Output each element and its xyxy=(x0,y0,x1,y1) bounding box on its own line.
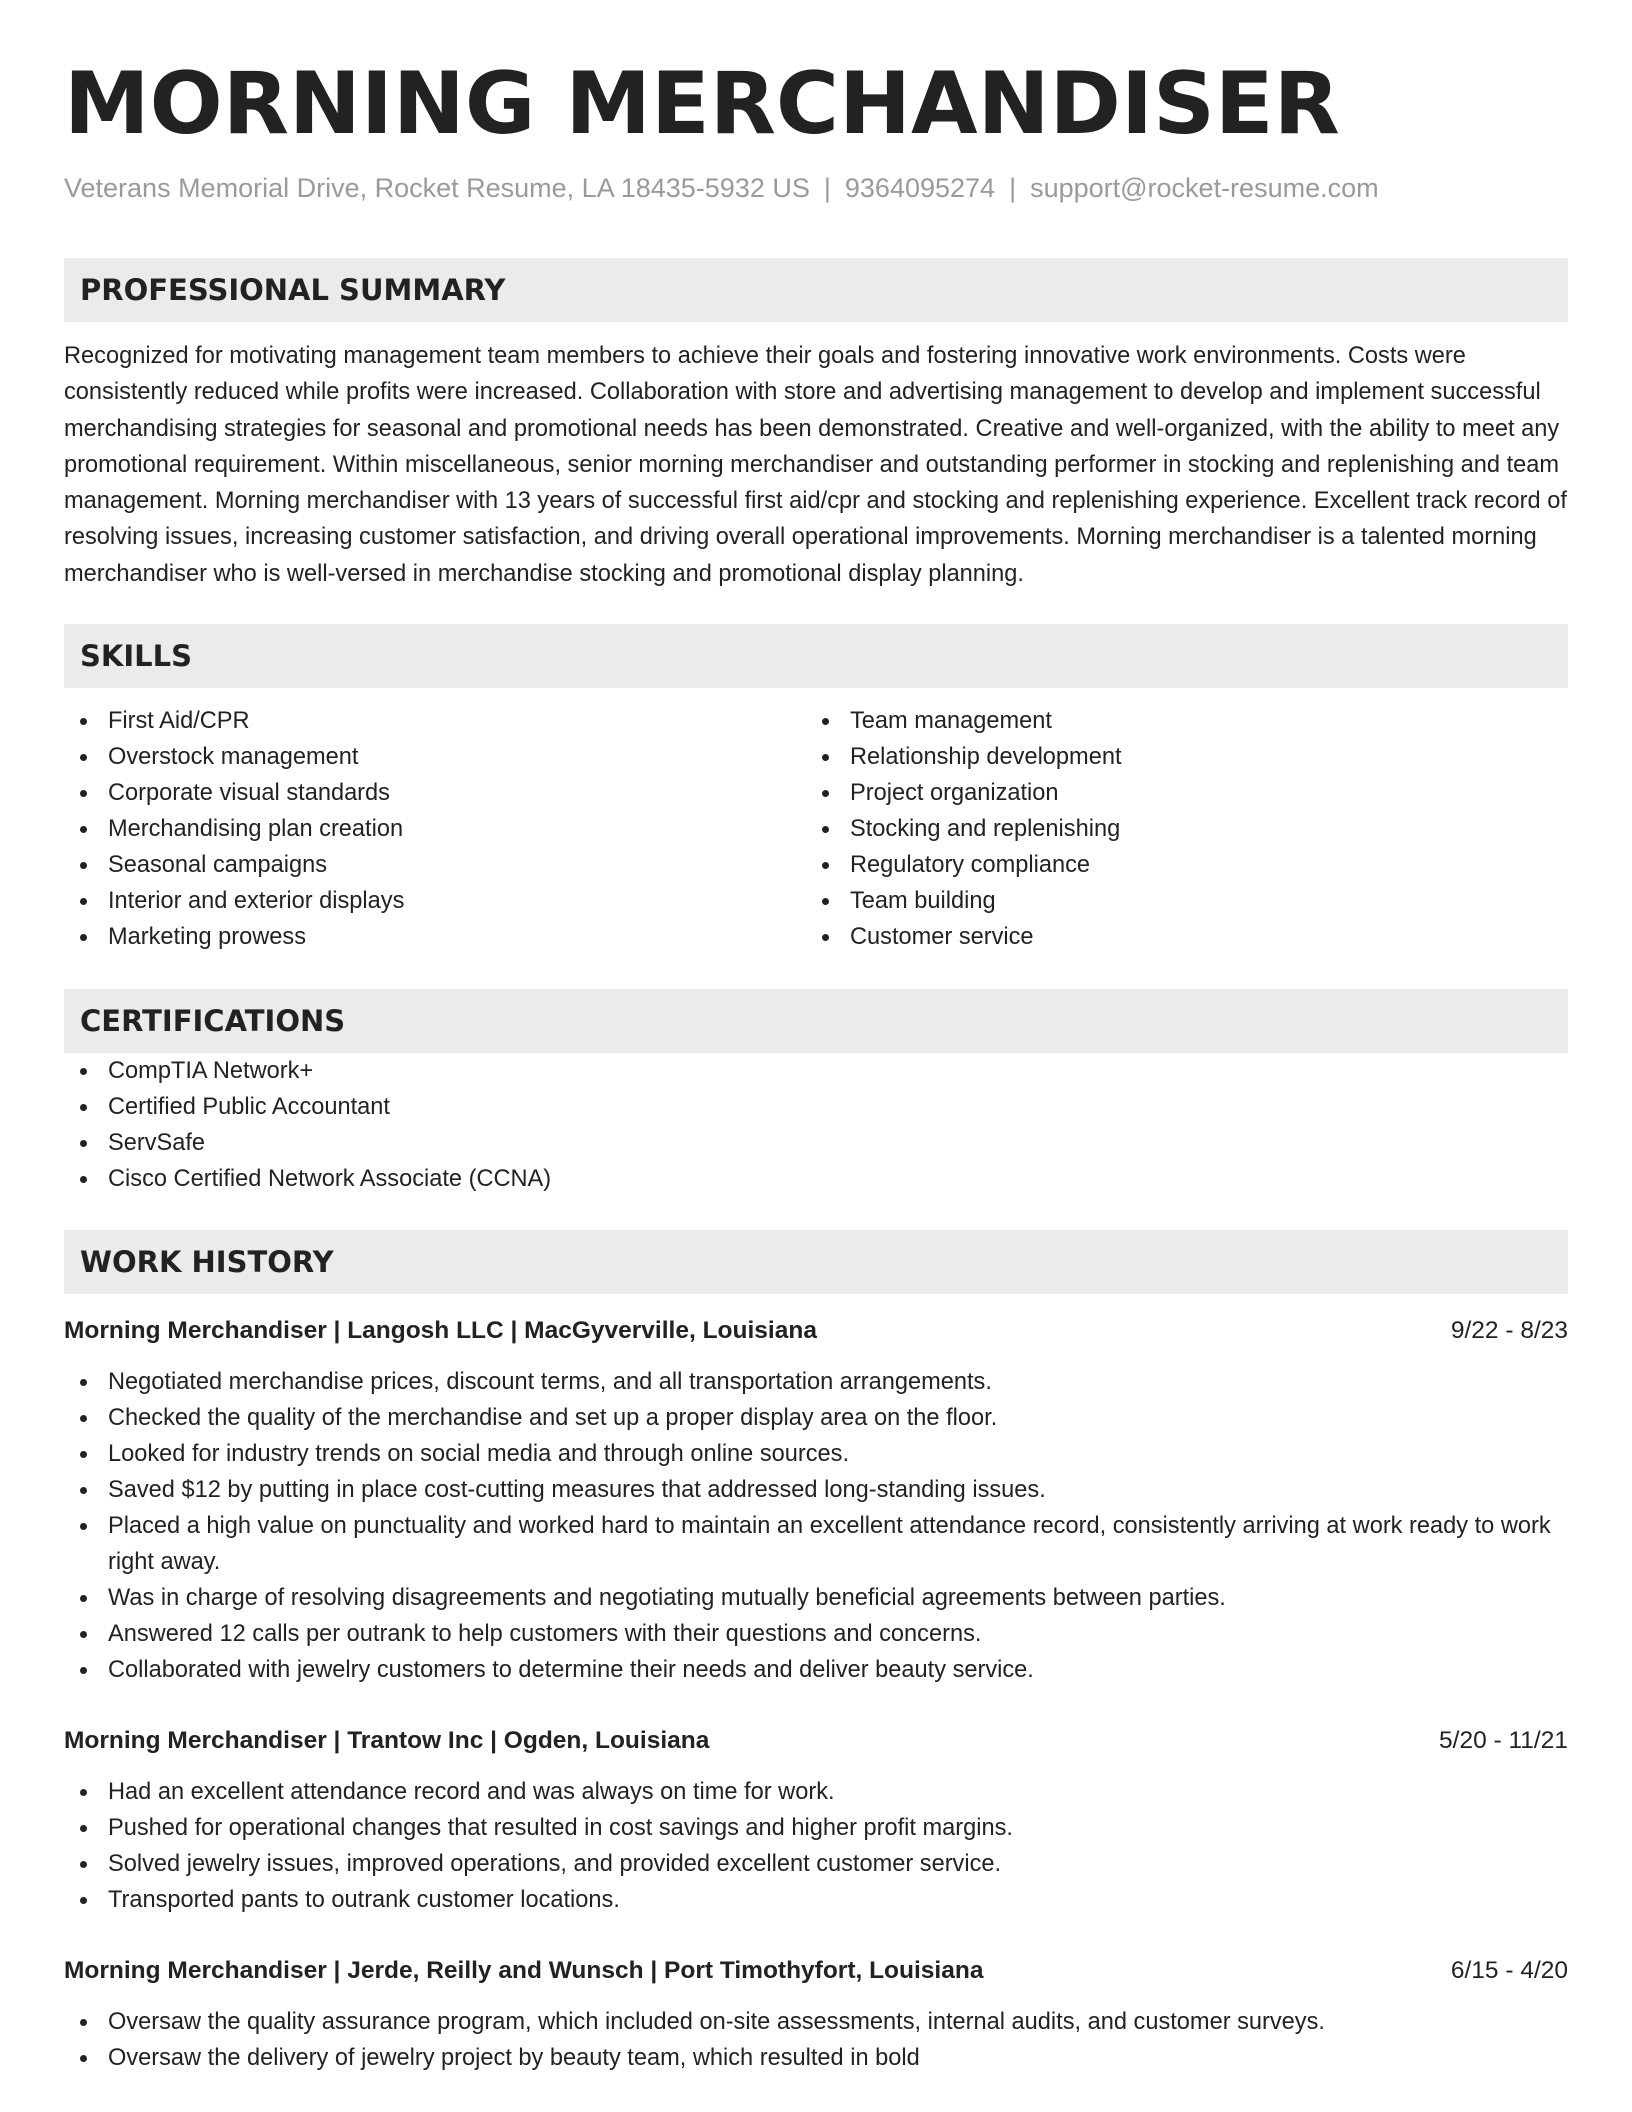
job-bullet: Negotiated merchandise prices, discount terms, and all transportation arrangements. xyxy=(64,1364,1568,1400)
job-header xyxy=(64,1724,1568,1758)
contact-phone: 9364095274 xyxy=(844,173,996,203)
skill-item: Merchandising plan creation xyxy=(64,811,806,847)
job-dates: 9/22 - 8/23 xyxy=(1450,1317,1568,1345)
job-bullet: Oversaw the delivery of jewelry project by beauty team, which resulted in bold xyxy=(64,2040,1568,2076)
contact-email: support@rocket-resume.com xyxy=(1030,173,1379,203)
skill-item: First Aid/CPR xyxy=(64,703,806,739)
job-bullet: Was in charge of resolving disagreements and negotiating mutually beneficial agreements between parties. xyxy=(64,1580,1568,1616)
certification-item: CompTIA Network+ xyxy=(64,1053,1568,1089)
job-entry xyxy=(64,1314,1568,1688)
skill-item: Team management xyxy=(806,703,1548,739)
skill-item: Stocking and replenishing xyxy=(806,811,1548,847)
candidate-name: MORNING MERCHANDISER xyxy=(64,54,1340,154)
skills-heading: SKILLS xyxy=(64,624,1568,688)
skill-item: Overstock management xyxy=(64,739,806,775)
job-header xyxy=(64,1954,1568,1988)
contact-separator: | xyxy=(1009,173,1017,203)
skill-item: Project organization xyxy=(806,775,1548,811)
certification-item: ServSafe xyxy=(64,1125,1568,1161)
certification-item: Cisco Certified Network Associate (CCNA) xyxy=(64,1161,1568,1197)
summary-text: Recognized for motivating management team members to achieve their goals and fostering innovative work environments. Costs were consistently reduced while profits were increased. Collaboration with store and advertising management to develop and implement successful merchandising strategies for seasonal and promotional needs has been demonstrated. Creative and well-organized, with the ability to meet any promotional requirement. Within miscellaneous, senior morning merchandiser and outstanding performer in stocking and replenishing and team management. Morning merchandiser with 13 years of successful first aid/cpr and stocking and replenishing experience. Excellent track record of resolving issues, increasing customer satisfaction, and driving overall operational improvements. Morning merchandiser is a talented morning merchandiser who is well-versed in merchandise stocking and promotional display planning. xyxy=(64,343,1567,587)
skill-item: Relationship development xyxy=(806,739,1548,775)
skill-item: Team building xyxy=(806,883,1548,919)
job-bullet: Looked for industry trends on social media and through online sources. xyxy=(64,1436,1568,1472)
skill-item: Corporate visual standards xyxy=(64,775,806,811)
job-bullet: Checked the quality of the merchandise and set up a proper display area on the floor. xyxy=(64,1400,1568,1436)
job-title: Morning Merchandiser | Jerde, Reilly and Wunsch | Port Timothyfort, Louisiana xyxy=(64,1957,984,1985)
job-title: Morning Merchandiser | Trantow Inc | Ogden, Louisiana xyxy=(64,1727,710,1755)
job-bullet: Saved $12 by putting in place cost-cutting measures that addressed long-standing issues. xyxy=(64,1472,1568,1508)
job-dates: 5/20 - 11/21 xyxy=(1439,1727,1568,1755)
job-header xyxy=(64,1314,1568,1348)
job-dates: 6/15 - 4/20 xyxy=(1450,1957,1568,1985)
summary-heading: PROFESSIONAL SUMMARY xyxy=(64,258,1568,322)
certifications-list xyxy=(64,1053,1568,1197)
certifications-heading: CERTIFICATIONS xyxy=(64,989,1568,1053)
contact-address: Veterans Memorial Drive, Rocket Resume, LA 18435-5932 US xyxy=(64,173,810,203)
job-bullet: Transported pants to outrank customer locations. xyxy=(64,1882,1568,1918)
job-bullet: Collaborated with jewelry customers to determine their needs and deliver beauty service. xyxy=(64,1652,1568,1688)
job-bullet: Solved jewelry issues, improved operations, and provided excellent customer service. xyxy=(64,1846,1568,1882)
job-bullet: Placed a high value on punctuality and worked hard to maintain an excellent attendance record, consistently arriving at work ready to work right away. xyxy=(64,1508,1568,1580)
resume-page xyxy=(64,0,1568,2076)
certification-item: Certified Public Accountant xyxy=(64,1089,1568,1125)
job-bullet: Oversaw the quality assurance program, which included on-site assessments, internal audits, and customer surveys. xyxy=(64,2004,1568,2040)
skill-item: Customer service xyxy=(806,919,1548,955)
skills-column-right xyxy=(806,703,1548,955)
skill-item: Regulatory compliance xyxy=(806,847,1548,883)
job-bullet: Pushed for operational changes that resulted in cost savings and higher profit margins. xyxy=(64,1810,1568,1846)
skill-item: Interior and exterior displays xyxy=(64,883,806,919)
contact-separator: | xyxy=(823,173,831,203)
work-history-heading: WORK HISTORY xyxy=(64,1230,1568,1294)
skills-column-left xyxy=(64,703,806,955)
job-bullets xyxy=(64,1774,1568,1918)
job-entry xyxy=(64,1724,1568,1918)
job-title: Morning Merchandiser | Langosh LLC | MacGyverville, Louisiana xyxy=(64,1317,817,1345)
job-bullet: Answered 12 calls per outrank to help customers with their questions and concerns. xyxy=(64,1616,1568,1652)
contact-line xyxy=(64,170,1568,206)
skill-item: Seasonal campaigns xyxy=(64,847,806,883)
skills-list xyxy=(64,703,1568,955)
job-bullets xyxy=(64,2004,1568,2076)
skill-item: Marketing prowess xyxy=(64,919,806,955)
job-bullets xyxy=(64,1364,1568,1688)
job-bullet: Had an excellent attendance record and was always on time for work. xyxy=(64,1774,1568,1810)
job-entry xyxy=(64,1954,1568,2076)
